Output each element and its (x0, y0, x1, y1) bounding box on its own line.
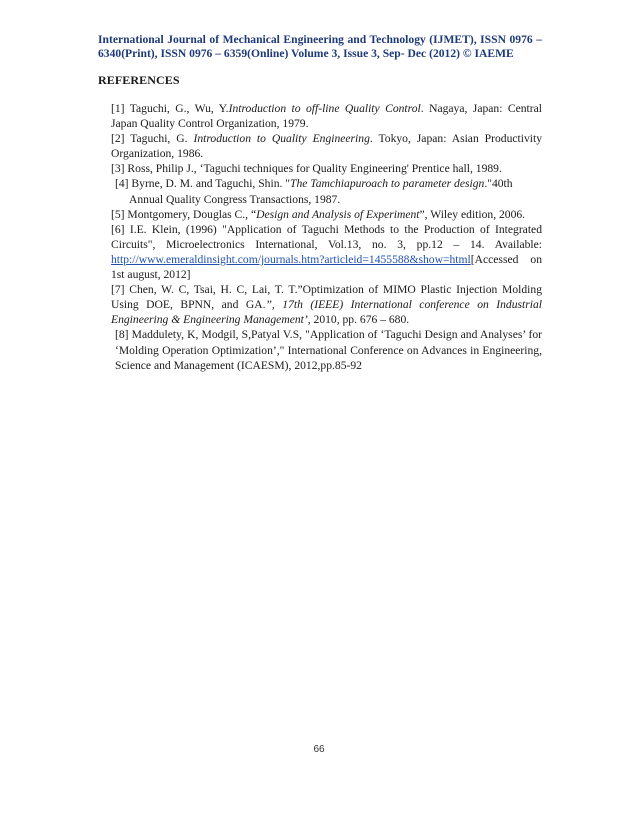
ref-text: ”, Wiley edition, 2006. (419, 207, 526, 221)
reference-link[interactable]: http://www.emeraldinsight.com/journals.htm?articleid=1455588&show=html (111, 252, 471, 266)
references-heading: REFERENCES (98, 73, 180, 87)
ref-text-continuation: Annual Quality Congress Transactions, 1987. (129, 192, 341, 206)
ref-text: . Tokyo, Japan: Asian Productivity Organization, 1986. (111, 132, 543, 161)
reference-item-2 (111, 131, 542, 161)
ref-title: ”, 17th (IEEE) International conference on Industrial Engineering & Engineering Management’, (111, 298, 542, 327)
ref-text: ."40th (484, 177, 513, 191)
page-number: 66 (313, 744, 325, 755)
ref-text: [1] Taguchi, G., Wu, Y. (111, 102, 229, 115)
ref-title: Introduction to Quality Engineering (193, 132, 370, 146)
journal-header (98, 33, 542, 61)
reference-item-4 (115, 176, 542, 206)
ref-text: [8] Maddulety, K, Modgil, S,Patyal V.S, "Application of ‘Taguchi Design and Analyses’ for ‘Molding Operation Optimization’," International Conference on Advances in Engineering, Science and Management (ICAESM), 2012,pp.85-92 (115, 328, 542, 372)
ref-text: [5] Montgomery, Douglas C., “ (111, 207, 257, 221)
ref-title: Design and Analysis of Experiment (256, 207, 420, 221)
reference-item-7 (111, 282, 542, 327)
ref-text: [6] I.E. Klein, (1996) "Application of Taguchi Methods to the Production of Integrated Circuits", Microelectronics International, Vol.13, no. 3, pp.12 – 14. Available: (111, 222, 542, 251)
ref-text: [2] Taguchi, G. (111, 132, 194, 146)
reference-item-1 (111, 101, 542, 131)
ref-text: [7] Chen, W. C, Tsai, H. C, Lai, T. T.”Optimization of MIMO Plastic Injection Molding Using DOE, BPNN, and GA. (111, 283, 542, 312)
journal-header-line-2: 6340(Print), ISSN 0976 – 6359(Online) Volume 3, Issue 3, Sep- Dec (2012) © IAEME (98, 47, 514, 60)
ref-text: . Nagaya, Japan: Central Japan Quality Control Organization, 1979. (111, 102, 542, 131)
ref-text: 2010, pp. 676 – 680. (310, 313, 410, 327)
journal-header-line-1: International Journal of Mechanical Engineering and Technology (IJMET), ISSN 0976 – (98, 33, 542, 46)
reference-item-8 (115, 327, 542, 372)
ref-text: [Accessed on 1st august, 2012] (111, 252, 542, 282)
ref-title: Introduction to off-line Quality Control (228, 102, 421, 115)
ref-title: The Tamchiapuroach to parameter design (290, 177, 485, 191)
references-list (111, 101, 542, 373)
ref-text: [3] Ross, Philip J., ‘Taguchi techniques for Quality Engineering' Prentice hall, 1989. (111, 162, 502, 176)
reference-item-3 (111, 161, 542, 176)
reference-item-5 (111, 207, 542, 222)
ref-text: [4] Byrne, D. M. and Taguchi, Shin. " (115, 177, 291, 191)
reference-item-6 (111, 222, 542, 282)
